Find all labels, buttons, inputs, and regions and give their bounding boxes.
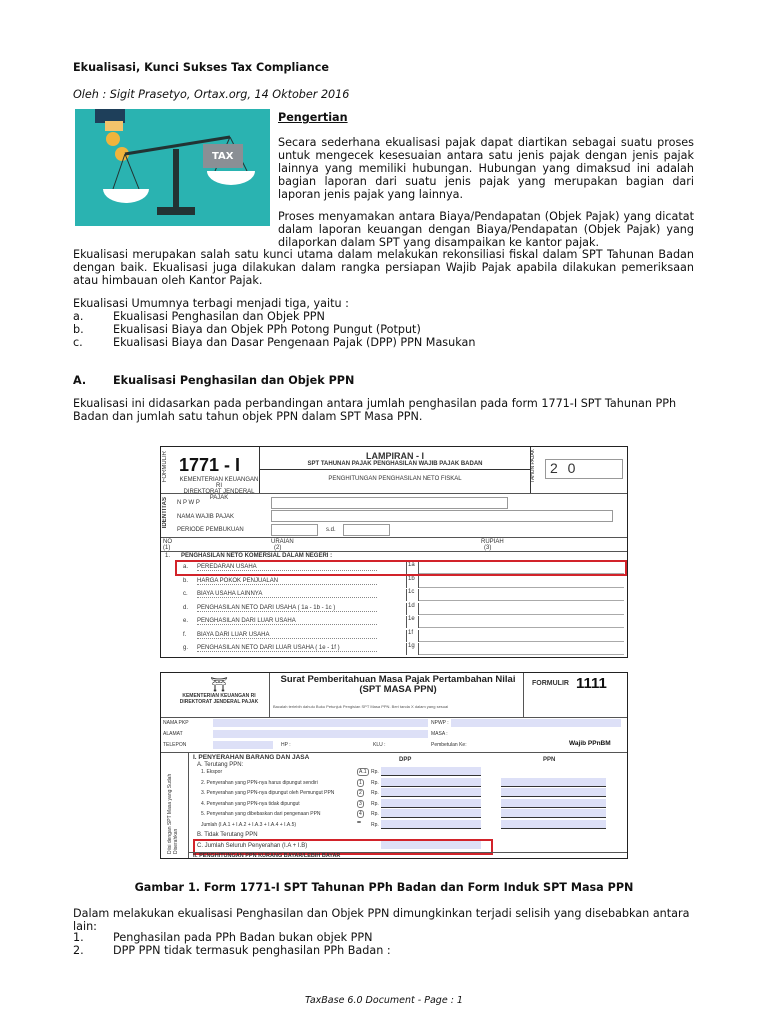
rp-label: Rp. — [371, 790, 379, 796]
page-footer: TaxBase 6.0 Document - Page : 1 — [305, 995, 463, 1006]
nama-pkp-label: NAMA PKP — [163, 720, 189, 726]
item-key: 1. — [73, 931, 84, 944]
list-item — [73, 931, 391, 944]
ppn-field — [501, 809, 606, 818]
row-code: A.1 — [359, 769, 367, 775]
dpp-field — [381, 778, 481, 787]
item-key: c. — [73, 336, 83, 349]
terutang-label: A. Terutang PPN: — [197, 762, 244, 768]
row-key: f. — [183, 631, 187, 638]
row-code: 1f — [406, 630, 419, 642]
form-title: Surat Pemberitahuan Masa Pajak Pertambahan Nilai — [280, 674, 516, 685]
form-subtitle: SPT TAHUNAN PAJAK PENGHASILAN WAJIB PAJAK BADAN — [260, 461, 530, 470]
row-label: 3. Penyerahan yang PPN-nya dipungut oleh Pemungut PPN — [201, 790, 335, 796]
npwp-label: NPWP : — [431, 720, 449, 726]
nama-field — [213, 719, 428, 727]
formulir-block — [523, 673, 628, 717]
periode-end-boxes — [343, 524, 390, 536]
list-item — [73, 323, 475, 336]
row-key: b. — [183, 577, 189, 584]
instruction-text: Bacalah terlebih dahulu Buku Petunjuk Pengisian SPT Masa PPN. Beri tanda X dalam yang sesuai — [273, 704, 449, 709]
form-title-2: (SPT MASA PPN) — [359, 684, 437, 695]
tahun-pajak-label: TAHUN PAJAK — [530, 449, 536, 483]
row-code: 1c — [406, 589, 419, 601]
section-2-title: II. PENGHITUNGAN PPN KURANG BAYAR/LEBIH BAYAR — [193, 853, 341, 859]
list-item — [73, 310, 475, 323]
wajib-ppnbm-label: Wajib PPnBM — [569, 740, 611, 747]
npwp-label: N P W P — [177, 500, 200, 506]
rupiah-field — [419, 627, 624, 628]
dpp-header: DPP — [399, 757, 412, 763]
row-label: PENGHASILAN NETO DARI LUAR USAHA ( 1e - 1f ) — [197, 645, 377, 652]
row-code: 2 — [359, 790, 362, 796]
section-a-paragraph: Ekualisasi ini didasarkan pada perbandingan antara jumlah penghasilan pada form 1771-I SPT Tahunan PPh Badan dan jumlah satu tahun objek PPN dalam SPT Masa PPN. — [73, 397, 677, 423]
nama-boxes — [271, 510, 613, 522]
rupiah-field — [419, 587, 624, 588]
ministry-block — [169, 673, 270, 717]
ppn-field — [501, 820, 606, 829]
highlight-peredaran-usaha — [175, 560, 627, 576]
form-1111-image — [160, 672, 628, 859]
side-label: Diisi dengan SPT Masa yang Sudah Diserahkan — [167, 773, 179, 854]
row-label: BIAYA DARI LUAR USAHA — [197, 632, 377, 639]
rupiah-field — [419, 600, 624, 601]
nama-label: NAMA WAJIB PAJAK — [177, 514, 235, 520]
ppn-field — [501, 788, 606, 797]
col-uraian: URAIAN — [271, 539, 294, 545]
paragraph-ekualisasi: Ekualisasi merupakan salah satu kunci utama dalam melakukan rekonsiliasi fiskal dalam SPT Tahunan Badan dengan baik. Ekualisasi juga dilakukan dalam rangka persiapan Wajib Pajak apabila dilakukan pemeriksaan atau himbauan oleh Kantor Pajak. — [73, 248, 694, 287]
figure-caption: Gambar 1. Form 1771-I SPT Tahunan PPh Badan dan Form Induk SPT Masa PPN — [134, 881, 634, 894]
list-item — [73, 336, 475, 349]
row-code — [357, 821, 361, 823]
tidak-terutang-label: B. Tidak Terutang PPN — [197, 832, 258, 838]
rupiah-field — [419, 654, 624, 655]
ppn-field — [501, 799, 606, 808]
rupiah-field — [419, 614, 624, 615]
selisih-paragraph: Dalam melakukan ekualisasi Penghasilan dan Objek PPN dimungkinkan terjadi selisih yang disebabkan antara lain: — [73, 907, 690, 933]
ppn-field — [501, 778, 606, 787]
pengertian-paragraph-1: Secara sederhana ekualisasi pajak dapat diartikan sebagai suatu proses untuk mengecek kesesuaian antara satu jenis pajak dengan jenis pajak lainnya yang memiliki hubungan. Hubungan yang dimaksud ini adalah bagian laporan dari suatu jenis pajak yang merupakan bagian dari laporan jenis pajak yang lainnya. — [278, 136, 694, 201]
periode-label: PERIODE PEMBUKUAN — [177, 527, 244, 533]
list-intro: Ekualisasi Umumnya terbagi menjadi tiga, yaitu : — [73, 297, 349, 310]
item-text: Ekualisasi Penghasilan dan Objek PPN — [113, 310, 325, 323]
form-number: 1111 — [576, 675, 607, 692]
pembetulan-label: Pembetulan Ke: — [431, 742, 467, 748]
scale-icon — [75, 109, 270, 226]
col-rupiah: RUPIAH — [481, 539, 504, 545]
col-no: NO — [163, 539, 172, 545]
npwp-boxes — [271, 497, 508, 509]
item-text: Ekualisasi Biaya dan Objek PPh Potong Pungut (Potput) — [113, 323, 421, 336]
form-number: 1771 - I — [179, 455, 241, 475]
lampiran-title: LAMPIRAN - I — [366, 451, 424, 461]
row-code: 3 — [359, 800, 362, 807]
ministry: KEMENTERIAN KEUANGAN RI — [182, 693, 256, 699]
section-title: Ekualisasi Penghasilan dan Objek PPN — [113, 374, 355, 387]
alamat-field — [213, 730, 428, 738]
rp-label: Rp. — [371, 800, 379, 807]
periode-start-boxes — [271, 524, 318, 536]
row-label: BIAYA USAHA LAINNYA — [197, 591, 377, 598]
item-key: b. — [73, 323, 84, 336]
pengertian-paragraph-2: Proses menyamakan antara Biaya/Pendapatan (Objek Pajak) yang dicatat dalam laporan keuangan dengan Biaya/Pendapatan (Objek Pajak) yang dilaporkan dalam SPT yang disampaikan ke kantor pajak. — [278, 210, 694, 249]
hp-label: HP : — [281, 742, 291, 748]
item-text: Penghasilan pada PPh Badan bukan objek PPN — [113, 931, 373, 944]
row-code: 1e — [406, 616, 419, 628]
npwp-field — [451, 719, 621, 727]
item-text: DPP PPN tidak termasuk penghasilan PPh Badan : — [113, 944, 391, 957]
row-label: Jumlah (I.A.1 + I.A.2 + I.A.3 + I.A.4 + I.A.5) — [201, 821, 297, 828]
ministry: KEMENTERIAN KEUANGAN RI — [179, 477, 259, 489]
klu-label: KLU : — [373, 742, 386, 748]
pengertian-heading: Pengertian — [278, 111, 348, 124]
telepon-label: TELEPON — [163, 742, 187, 748]
row-code: 1a — [406, 562, 419, 574]
col-uraian-index: (2) — [274, 545, 282, 551]
identitas-label: IDENTITAS — [162, 497, 168, 529]
tax-balance-illustration — [75, 109, 270, 226]
list-item — [73, 944, 391, 957]
section-a-heading — [73, 374, 354, 387]
col-rupiah-index: (3) — [484, 545, 492, 551]
tax-year-field: 2 0 — [545, 459, 623, 479]
dpp-field — [381, 809, 481, 818]
dpp-field — [381, 799, 481, 808]
ppn-header: PPN — [543, 757, 556, 763]
row-label: PEREDARAN USAHA — [197, 564, 377, 571]
garuda-emblem-icon: ⛩ — [210, 676, 228, 692]
row-label: 4. Penyerahan yang PPN-nya tidak dipungut — [201, 800, 300, 807]
row-label: PENGHASILAN NETO DARI USAHA ( 1a - 1b - 1c ) — [197, 605, 377, 612]
formulir-side-label: FORMULIR — [162, 451, 168, 483]
row-code: 4 — [359, 811, 362, 817]
form-subtitle-2: PENGHITUNGAN PENGHASILAN NETO FISKAL — [328, 476, 462, 482]
row-label: 2. Penyerahan yang PPN-nya harus dipungut sendiri — [201, 779, 318, 786]
alamat-label: ALAMAT — [163, 731, 183, 737]
formulir-label: FORMULIR — [532, 680, 569, 687]
col-no-index: (1) — [163, 545, 171, 551]
row-code: 1 — [359, 779, 362, 786]
row-code: 1g — [406, 643, 419, 655]
rp-label: Rp. — [371, 769, 379, 775]
section-no: 1. — [165, 553, 171, 559]
item-key: a. — [73, 310, 84, 323]
rp-label: Rp. — [371, 811, 379, 817]
dpp-field — [381, 820, 481, 829]
types-list — [73, 310, 475, 349]
tax-tag-text: TAX — [212, 151, 234, 162]
row-key: a. — [183, 564, 189, 570]
item-key: 2. — [73, 944, 84, 957]
section-1-title: I. PENYERAHAN BARANG DAN JASA — [193, 754, 310, 761]
dpp-field — [381, 788, 481, 797]
row-code: 1b — [406, 576, 419, 588]
reasons-list — [73, 931, 391, 957]
form-1771-image — [160, 446, 628, 658]
rp-label: Rp. — [371, 821, 379, 828]
section-label: PENGHASILAN NETO KOMERSIAL DALAM NEGERI : — [181, 553, 333, 559]
rp-label: Rp. — [371, 779, 379, 786]
telepon-field — [213, 741, 273, 749]
row-label: 1. Ekspor — [201, 769, 223, 775]
row-label: PENGHASILAN DARI LUAR USAHA — [197, 618, 377, 625]
jumlah-seluruh-label: C. Jumlah Seluruh Penyerahan (I.A + I.B) — [197, 843, 308, 849]
row-key: e. — [183, 618, 189, 624]
doc-title: Ekualisasi, Kunci Sukses Tax Compliance — [73, 61, 329, 74]
row-key: d. — [183, 604, 189, 611]
dpp-field — [381, 767, 481, 776]
row-code: 1d — [406, 603, 419, 615]
sd-label: s.d. — [326, 527, 336, 533]
masa-label: MASA : — [431, 731, 448, 737]
header-center — [259, 447, 531, 493]
row-key: g. — [183, 645, 189, 651]
row-label: 5. Penyerahan yang dibebaskan dari pengenaan PPN — [201, 811, 321, 817]
row-key: c. — [183, 591, 188, 597]
directorate: DIREKTORAT JENDERAL PAJAK — [179, 699, 259, 705]
byline: Oleh : Sigit Prasetyo, Ortax.org, 14 Oktober 2016 — [73, 88, 350, 101]
section-key: A. — [73, 374, 87, 387]
row-label: HARGA POKOK PENJUALAN — [197, 578, 377, 585]
rupiah-field — [419, 641, 624, 642]
directorate: DIREKTORAT JENDERAL PAJAK — [183, 489, 255, 501]
item-text: Ekualisasi Biaya dan Dasar Pengenaan Pajak (DPP) PPN Masukan — [113, 336, 476, 349]
